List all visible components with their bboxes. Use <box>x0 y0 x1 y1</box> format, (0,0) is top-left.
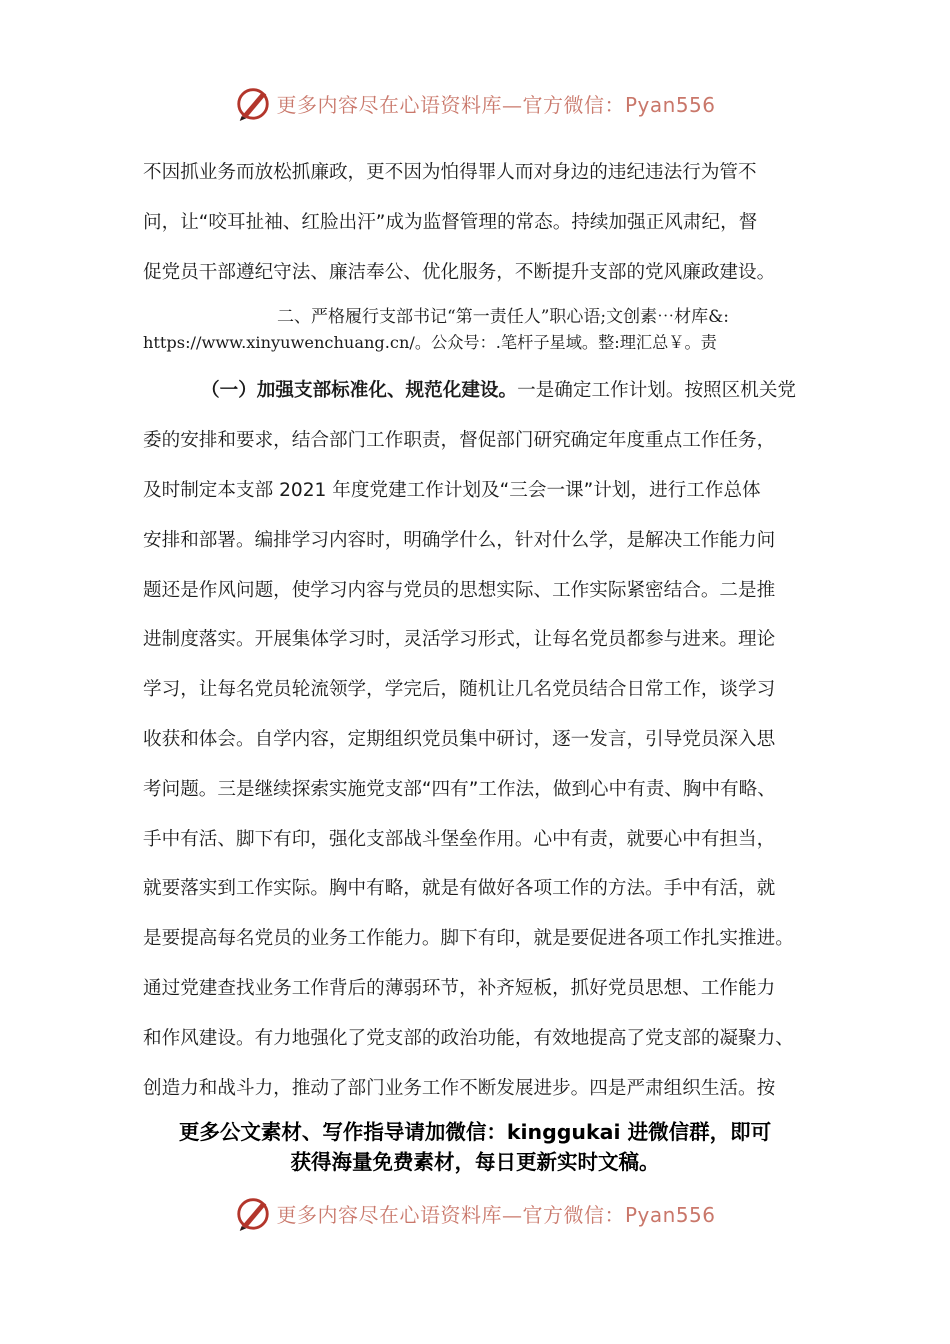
text-line: 不因抓业务而放松抓廉政，更不因为怕得罪人而对身边的违纪违法行为管不 <box>143 162 757 183</box>
text-line: 学习，让每名党员轮流领学，学完后，随机让几名党员结合日常工作，谈学习 <box>143 679 776 701</box>
subsection-title: （一）加强支部标准化、规范化建设。 <box>201 380 518 402</box>
text-line: 进制度落实。开展集体学习时，灵活学习形式，让每名党员都参与进来。理论 <box>143 629 776 651</box>
header-banner-label: 更多内容尽在心语资料库—官方微信： <box>276 92 625 117</box>
header-banner-text <box>276 89 715 118</box>
text-line: 题还是作风问题，使学习内容与党员的思想实际、工作实际紧密结合。二是推 <box>143 579 776 601</box>
document-body <box>143 148 813 1113</box>
footer-banner-text <box>276 1199 715 1228</box>
paragraph-1 <box>143 148 813 297</box>
text-line-rest: 一是确定工作计划。按照区机关党 <box>517 380 797 402</box>
text-line: 委的安排和要求，结合部门工作职责，督促部门研究确定年度重点工作任务， <box>143 430 776 452</box>
text-line: 是要提高每名党员的业务工作能力。脚下有印，就是要促进各项工作扎实推进。 <box>143 928 794 950</box>
text-line: 手中有活、脚下有印，强化支部战斗堡垒作用。心中有责，就要心中有担当， <box>143 828 776 850</box>
text-line: 及时制定本支部 2021 年度党建工作计划及“三会一课”计划，进行工作总体 <box>143 479 761 501</box>
text-line: 就要落实到工作实际。胸中有略，就是有做好各项工作的方法。手中有活，就 <box>143 878 776 900</box>
section-heading-line-1: 二、严格履行支部书记“第一责任人”职心语;文创素⋯材库&: <box>277 307 729 328</box>
footer-banner-label: 更多内容尽在心语资料库—官方微信： <box>276 1202 625 1227</box>
text-line: 问，让“咬耳扯袖、红脸出汗”成为监督管理的常态。持续加强正风肃纪，督 <box>143 211 758 233</box>
promo-line-2: 获得海量免费素材，每日更新实时文稿。 <box>290 1150 660 1174</box>
text-line: 考问题。三是继续探索实施党支部“四有”工作法，做到心中有责、胸中有略、 <box>143 778 776 800</box>
text-line: 促党员干部遵纪守法、廉洁奉公、优化服务，不断提升支部的党风廉政建设。 <box>143 261 776 283</box>
section-heading-line-2: https://www.xinyuwenchuang.cn/。公众号：.笔杆子星域。整:理汇总￥。责 <box>143 333 717 353</box>
header-wechat-id: Pyan556 <box>624 92 716 117</box>
section-heading <box>143 304 813 356</box>
text-line: 创造力和战斗力，推动了部门业务工作不断发展进步。四是严肃组织生活。按 <box>143 1077 776 1099</box>
text-line: 收获和体会。自学内容，定期组织党员集中研讨，逐一发言，引导党员深入思 <box>143 728 776 750</box>
promo-line-1: 更多公文素材、写作指导请加微信：kinggukai 进微信群，即可 <box>178 1120 772 1144</box>
text-line: 安排和部署。编排学习内容时，明确学什么，针对什么学，是解决工作能力问 <box>143 529 776 551</box>
text-line: 和作风建设。有力地强化了党支部的政治功能，有效地提高了党支部的凝聚力、 <box>143 1027 794 1049</box>
pen-logo-icon <box>234 84 272 122</box>
paragraph-2 <box>143 366 813 1113</box>
paragraph-2-first-line <box>143 366 813 416</box>
footer-wechat-id: Pyan556 <box>624 1202 716 1227</box>
pen-logo-icon <box>234 1194 272 1232</box>
promo-notice <box>0 1117 950 1177</box>
text-line: 通过党建查找业务工作背后的薄弱环节，补齐短板，抓好党员思想、工作能力 <box>143 977 776 999</box>
footer-banner <box>0 1188 950 1238</box>
header-banner <box>0 78 950 128</box>
